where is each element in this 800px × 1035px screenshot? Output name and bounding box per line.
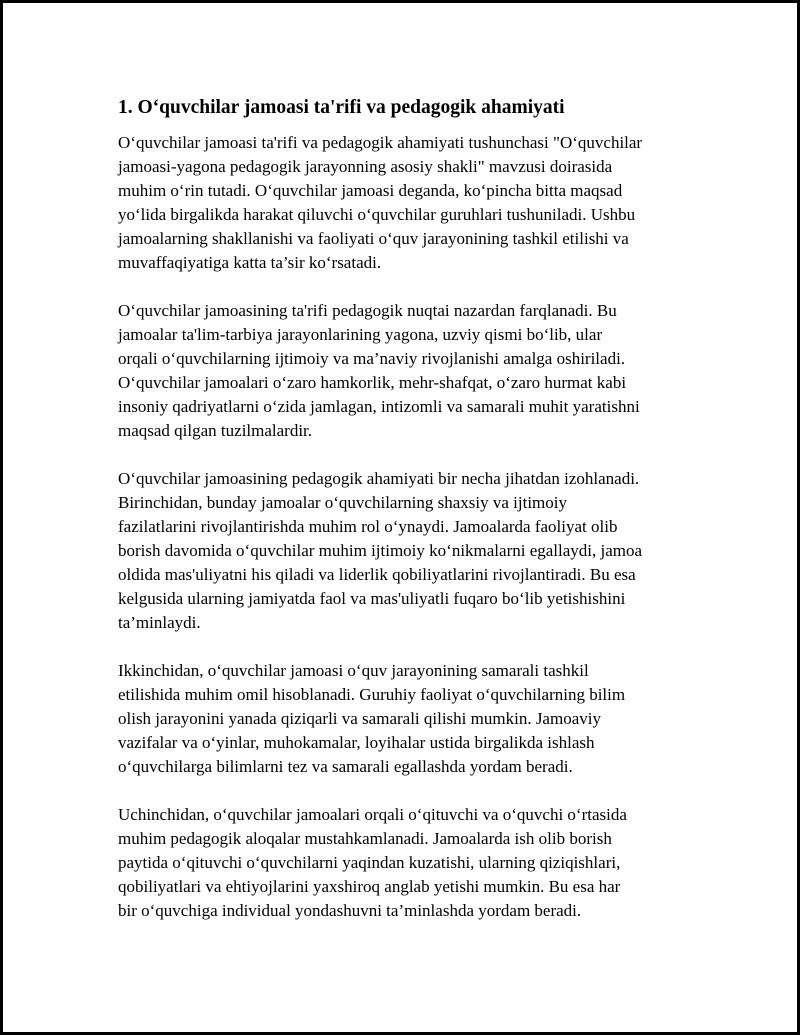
text-line: yo‘lida birgalikda harakat qiluvchi o‘quvchilar guruhlari tushuniladi. Ushbu bbox=[118, 205, 636, 224]
text-line: qobiliyatlari va ehtiyojlarini yaxshiroq anglab yetishi mumkin. Bu esa har bbox=[118, 877, 621, 896]
text-line: Ikkinchidan, o‘quvchilar jamoasi o‘quv jarayonining samarali tashkil bbox=[118, 661, 589, 680]
text-line: olish jarayonini yanada qiziqarli va samarali qilishi mumkin. Jamoaviy bbox=[118, 709, 601, 728]
text-line: oldida mas'uliyatni his qiladi va liderlik qobiliyatlarini rivojlantiradi. Bu esa bbox=[118, 565, 636, 584]
text-line: O‘quvchilar jamoasining ta'rifi pedagogik nuqtai nazardan farqlanadi. Bu bbox=[118, 301, 617, 320]
text-line: muvaffaqiyatiga katta ta’sir ko‘rsatadi. bbox=[118, 253, 382, 272]
text-line: muhim pedagogik aloqalar mustahkamlanadi. Jamoalarda ish olib borish bbox=[118, 829, 612, 848]
text-line: O‘quvchilar jamoasi ta'rifi va pedagogik ahamiyati tushunchasi "O‘quvchilar bbox=[118, 133, 643, 152]
text-line: ta’minlaydi. bbox=[118, 613, 201, 632]
paragraph-1 bbox=[118, 131, 698, 275]
document-content bbox=[118, 95, 698, 947]
text-line: vazifalar va o‘yinlar, muhokamalar, loyihalar ustida birgalikda ishlash bbox=[118, 733, 595, 752]
text-line: insoniy qadriyatlarni o‘zida jamlagan, intizomli va samarali muhit yaratishni bbox=[118, 397, 640, 416]
paragraph-5 bbox=[118, 803, 698, 923]
paragraph-4 bbox=[118, 659, 698, 779]
text-line: jamoasi-yagona pedagogik jarayonning asosiy shakli" mavzusi doirasida bbox=[118, 157, 613, 176]
text-line: o‘quvchilarga bilimlarni tez va samarali egallashda yordam beradi. bbox=[118, 757, 573, 776]
text-line: bir o‘quvchiga individual yondashuvni ta’minlashda yordam beradi. bbox=[118, 901, 582, 920]
text-line: etilishida muhim omil hisoblanadi. Guruhiy faoliyat o‘quvchilarning bilim bbox=[118, 685, 626, 704]
text-line: kelgusida ularning jamiyatda faol va mas'uliyatli fuqaro bo‘lib yetishishini bbox=[118, 589, 626, 608]
paragraph-3 bbox=[118, 467, 698, 635]
text-line: orqali o‘quvchilarning ijtimoiy va ma’naviy rivojlanishi amalga oshiriladi. bbox=[118, 349, 626, 368]
text-line: O‘quvchilar jamoasining pedagogik ahamiyati bir necha jihatdan izohlanadi. bbox=[118, 469, 640, 488]
text-line: borish davomida o‘quvchilar muhim ijtimoiy ko‘nikmalarni egallaydi, jamoa bbox=[118, 541, 643, 560]
text-line: paytida o‘qituvchi o‘quvchilarni yaqindan kuzatishi, ularning qiziqishlari, bbox=[118, 853, 621, 872]
text-line: O‘quvchilar jamoalari o‘zaro hamkorlik, mehr-shafqat, o‘zaro hurmat kabi bbox=[118, 373, 627, 392]
section-heading: 1. O‘quvchilar jamoasi ta'rifi va pedagogik ahamiyati bbox=[118, 97, 565, 118]
text-line: jamoalar ta'lim-tarbiya jarayonlarining yagona, uzviy qismi bo‘lib, ular bbox=[118, 325, 603, 344]
text-line: Birinchidan, bunday jamoalar o‘quvchilarning shaxsiy va ijtimoiy bbox=[118, 493, 567, 512]
text-line: maqsad qilgan tuzilmalardir. bbox=[118, 421, 313, 440]
text-line: Uchinchidan, o‘quvchilar jamoalari orqali o‘qituvchi va o‘quvchi o‘rtasida bbox=[118, 805, 627, 824]
text-line: muhim o‘rin tutadi. O‘quvchilar jamoasi deganda, ko‘pincha bitta maqsad bbox=[118, 181, 623, 200]
text-line: jamoalarning shakllanishi va faoliyati o‘quv jarayonining tashkil etilishi va bbox=[118, 229, 629, 248]
paragraph-2 bbox=[118, 299, 698, 443]
text-line: fazilatlarini rivojlantirishda muhim rol o‘ynaydi. Jamoalarda faoliyat olib bbox=[118, 517, 618, 536]
